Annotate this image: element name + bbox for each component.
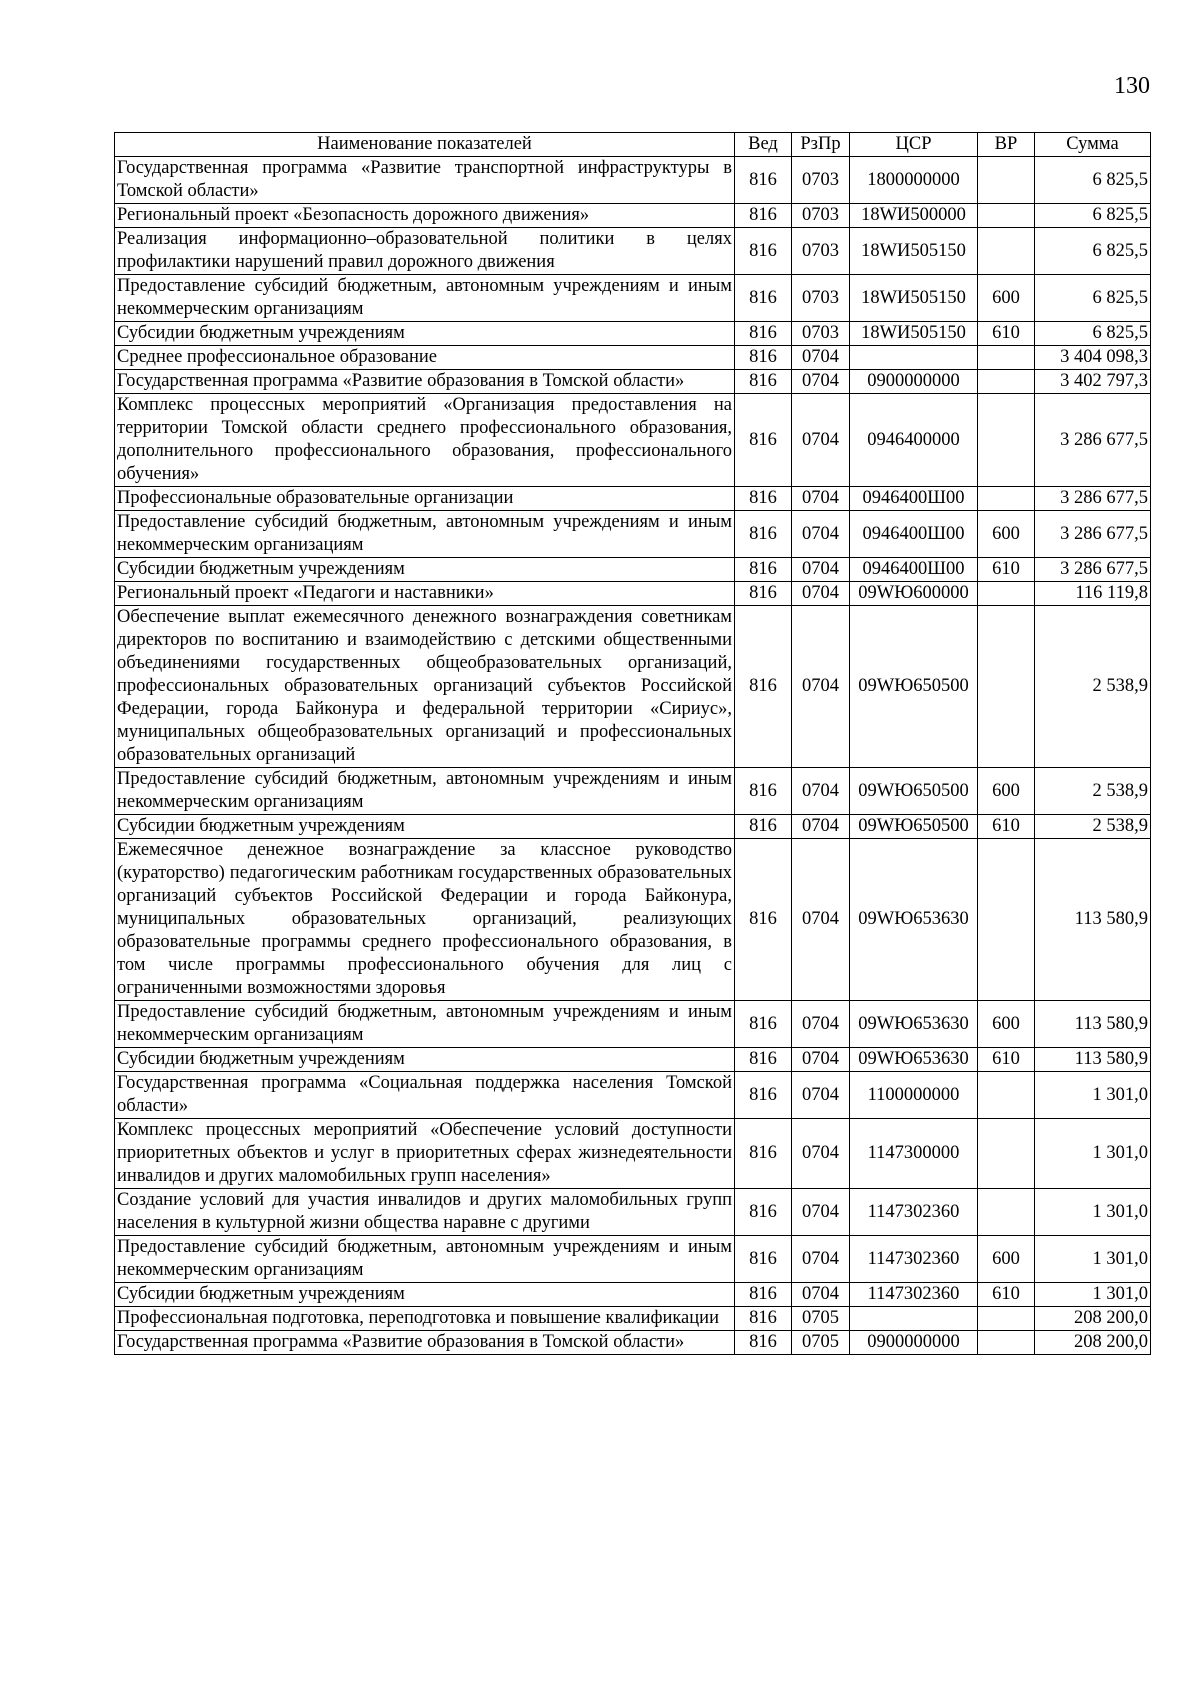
cell-sum: 1 301,0: [1035, 1189, 1151, 1236]
cell-name: Субсидии бюджетным учреждениям: [115, 1283, 735, 1307]
cell-rzpr: 0703: [792, 275, 850, 322]
cell-vr: [978, 370, 1035, 394]
cell-rzpr: 0704: [792, 511, 850, 558]
cell-name: Региональный проект «Педагоги и наставники»: [115, 582, 735, 606]
cell-vr: [978, 204, 1035, 228]
cell-name: Субсидии бюджетным учреждениям: [115, 815, 735, 839]
table-row: [115, 322, 1151, 346]
cell-rzpr: 0704: [792, 394, 850, 487]
cell-sum: 1 301,0: [1035, 1236, 1151, 1283]
table-row: [115, 1236, 1151, 1283]
header-ved: Вед: [735, 133, 792, 157]
cell-sum: 3 286 677,5: [1035, 487, 1151, 511]
cell-sum: 3 402 797,3: [1035, 370, 1151, 394]
cell-rzpr: 0704: [792, 1048, 850, 1072]
cell-sum: 1 301,0: [1035, 1119, 1151, 1189]
cell-name: Предоставление субсидий бюджетным, автономным учреждениям и иным некоммерческим организациям: [115, 1236, 735, 1283]
cell-vr: 610: [978, 558, 1035, 582]
cell-csr: 1147302360: [850, 1236, 978, 1283]
cell-name: Комплекс процессных мероприятий «Организация предоставления на территории Томской области среднего профессионального образования, дополнительного профессионального образования, профессионального обучения»: [115, 394, 735, 487]
cell-csr: 0946400Ш00: [850, 558, 978, 582]
cell-rzpr: 0704: [792, 1119, 850, 1189]
cell-vr: 600: [978, 768, 1035, 815]
cell-name: Государственная программа «Развитие образования в Томской области»: [115, 370, 735, 394]
header-sum: Сумма: [1035, 133, 1151, 157]
cell-csr: 0946400Ш00: [850, 511, 978, 558]
cell-csr: 09WЮ600000: [850, 582, 978, 606]
cell-name: Ежемесячное денежное вознаграждение за классное руководство (кураторство) педагогическим работникам государственных образовательных организаций субъектов Российской Федерации и города Байконура, муниципальных образовательных организаций, реализующих образовательные программы среднего профессионального образования, в том числе программы профессионального обучения для лиц с ограниченными возможностями здоровья: [115, 839, 735, 1001]
cell-name: Субсидии бюджетным учреждениям: [115, 1048, 735, 1072]
cell-ved: 816: [735, 157, 792, 204]
cell-csr: [850, 346, 978, 370]
cell-vr: [978, 346, 1035, 370]
cell-vr: [978, 839, 1035, 1001]
cell-name: Государственная программа «Социальная поддержка населения Томской области»: [115, 1072, 735, 1119]
table-row: [115, 815, 1151, 839]
table-row: [115, 582, 1151, 606]
cell-sum: 6 825,5: [1035, 228, 1151, 275]
header-name: Наименование показателей: [115, 133, 735, 157]
cell-name: Предоставление субсидий бюджетным, автономным учреждениям и иным некоммерческим организациям: [115, 1001, 735, 1048]
cell-csr: 1147302360: [850, 1189, 978, 1236]
cell-csr: 1147300000: [850, 1119, 978, 1189]
cell-name: Профессиональная подготовка, переподготовка и повышение квалификации: [115, 1307, 735, 1331]
table-row: [115, 1307, 1151, 1331]
cell-name: Реализация информационно–образовательной политики в целях профилактики нарушений правил дорожного движения: [115, 228, 735, 275]
cell-ved: 816: [735, 1236, 792, 1283]
cell-sum: 6 825,5: [1035, 204, 1151, 228]
cell-name: Субсидии бюджетным учреждениям: [115, 558, 735, 582]
cell-csr: 1800000000: [850, 157, 978, 204]
cell-csr: 09WЮ650500: [850, 815, 978, 839]
table-row: [115, 1001, 1151, 1048]
table-row: [115, 1072, 1151, 1119]
cell-vr: 600: [978, 511, 1035, 558]
cell-rzpr: 0704: [792, 487, 850, 511]
cell-vr: [978, 1072, 1035, 1119]
cell-rzpr: 0703: [792, 228, 850, 275]
cell-rzpr: 0704: [792, 1283, 850, 1307]
cell-rzpr: 0705: [792, 1307, 850, 1331]
cell-sum: 3 404 098,3: [1035, 346, 1151, 370]
cell-sum: 6 825,5: [1035, 275, 1151, 322]
cell-csr: 0946400000: [850, 394, 978, 487]
cell-rzpr: 0704: [792, 558, 850, 582]
table-row: [115, 1189, 1151, 1236]
cell-ved: 816: [735, 1189, 792, 1236]
cell-rzpr: 0704: [792, 1001, 850, 1048]
cell-sum: 113 580,9: [1035, 1001, 1151, 1048]
cell-rzpr: 0703: [792, 204, 850, 228]
table-row: [115, 275, 1151, 322]
cell-rzpr: 0704: [792, 1236, 850, 1283]
cell-rzpr: 0704: [792, 839, 850, 1001]
cell-ved: 816: [735, 1001, 792, 1048]
cell-csr: 0946400Ш00: [850, 487, 978, 511]
header-csr: ЦСР: [850, 133, 978, 157]
cell-csr: 0900000000: [850, 370, 978, 394]
table-row: [115, 839, 1151, 1001]
cell-csr: 09WЮ653630: [850, 1048, 978, 1072]
page-number: 130: [1114, 73, 1150, 99]
cell-rzpr: 0704: [792, 1189, 850, 1236]
cell-rzpr: 0704: [792, 815, 850, 839]
cell-name: Профессиональные образовательные организации: [115, 487, 735, 511]
cell-ved: 816: [735, 228, 792, 275]
cell-sum: 3 286 677,5: [1035, 511, 1151, 558]
cell-ved: 816: [735, 204, 792, 228]
cell-rzpr: 0704: [792, 582, 850, 606]
cell-rzpr: 0704: [792, 606, 850, 768]
cell-ved: 816: [735, 839, 792, 1001]
cell-sum: 6 825,5: [1035, 157, 1151, 204]
cell-sum: 3 286 677,5: [1035, 394, 1151, 487]
cell-ved: 816: [735, 487, 792, 511]
table-row: [115, 228, 1151, 275]
cell-ved: 816: [735, 558, 792, 582]
cell-vr: [978, 157, 1035, 204]
cell-csr: 1100000000: [850, 1072, 978, 1119]
cell-csr: [850, 1307, 978, 1331]
cell-csr: 18WИ505150: [850, 275, 978, 322]
table-row: [115, 157, 1151, 204]
cell-name: Государственная программа «Развитие образования в Томской области»: [115, 1331, 735, 1355]
cell-vr: [978, 1331, 1035, 1355]
cell-csr: 09WЮ653630: [850, 1001, 978, 1048]
cell-vr: 610: [978, 1283, 1035, 1307]
cell-ved: 816: [735, 394, 792, 487]
cell-csr: 0900000000: [850, 1331, 978, 1355]
cell-ved: 816: [735, 1119, 792, 1189]
cell-csr: 09WЮ650500: [850, 606, 978, 768]
table-header-row: [115, 133, 1151, 157]
table-row: [115, 1048, 1151, 1072]
cell-csr: 18WИ505150: [850, 228, 978, 275]
cell-sum: 3 286 677,5: [1035, 558, 1151, 582]
cell-name: Предоставление субсидий бюджетным, автономным учреждениям и иным некоммерческим организациям: [115, 511, 735, 558]
cell-ved: 816: [735, 275, 792, 322]
cell-sum: 113 580,9: [1035, 839, 1151, 1001]
cell-sum: 208 200,0: [1035, 1307, 1151, 1331]
cell-vr: [978, 582, 1035, 606]
table-row: [115, 606, 1151, 768]
cell-rzpr: 0704: [792, 1072, 850, 1119]
cell-ved: 816: [735, 1307, 792, 1331]
cell-sum: 2 538,9: [1035, 768, 1151, 815]
cell-ved: 816: [735, 346, 792, 370]
cell-csr: 18WИ505150: [850, 322, 978, 346]
cell-vr: 610: [978, 1048, 1035, 1072]
cell-sum: 1 301,0: [1035, 1072, 1151, 1119]
cell-ved: 816: [735, 1072, 792, 1119]
cell-rzpr: 0703: [792, 322, 850, 346]
cell-sum: 116 119,8: [1035, 582, 1151, 606]
cell-vr: [978, 394, 1035, 487]
table-row: [115, 1331, 1151, 1355]
cell-csr: 18WИ500000: [850, 204, 978, 228]
cell-vr: [978, 606, 1035, 768]
table-row: [115, 487, 1151, 511]
cell-ved: 816: [735, 1283, 792, 1307]
cell-rzpr: 0704: [792, 370, 850, 394]
cell-name: Региональный проект «Безопасность дорожного движения»: [115, 204, 735, 228]
cell-rzpr: 0704: [792, 346, 850, 370]
cell-ved: 816: [735, 1331, 792, 1355]
cell-name: Предоставление субсидий бюджетным, автономным учреждениям и иным некоммерческим организациям: [115, 275, 735, 322]
cell-vr: [978, 1189, 1035, 1236]
cell-name: Предоставление субсидий бюджетным, автономным учреждениям и иным некоммерческим организациям: [115, 768, 735, 815]
cell-vr: 610: [978, 322, 1035, 346]
cell-ved: 816: [735, 815, 792, 839]
cell-name: Обеспечение выплат ежемесячного денежного вознаграждения советникам директоров по воспитанию и взаимодействию с детскими общественными объединениями государственных общеобразовательных организаций, профессиональных образовательных организаций субъектов Российской Федерации, города Байконура и федеральной территории «Сириус», муниципальных общеобразовательных организаций и профессиональных образовательных организаций: [115, 606, 735, 768]
budget-table: [114, 132, 1151, 1355]
table-row: [115, 204, 1151, 228]
cell-vr: 600: [978, 1001, 1035, 1048]
cell-vr: [978, 487, 1035, 511]
table-row: [115, 768, 1151, 815]
cell-csr: 09WЮ653630: [850, 839, 978, 1001]
table-row: [115, 394, 1151, 487]
cell-name: Субсидии бюджетным учреждениям: [115, 322, 735, 346]
table-row: [115, 346, 1151, 370]
cell-sum: 113 580,9: [1035, 1048, 1151, 1072]
cell-ved: 816: [735, 582, 792, 606]
table-row: [115, 558, 1151, 582]
cell-ved: 816: [735, 511, 792, 558]
cell-sum: 2 538,9: [1035, 815, 1151, 839]
cell-vr: [978, 1307, 1035, 1331]
table-body: [115, 157, 1151, 1355]
header-rzpr: РзПр: [792, 133, 850, 157]
cell-sum: 208 200,0: [1035, 1331, 1151, 1355]
cell-name: Комплекс процессных мероприятий «Обеспечение условий доступности приоритетных объектов и услуг в приоритетных сферах жизнедеятельности инвалидов и других маломобильных групп населения»: [115, 1119, 735, 1189]
cell-vr: 610: [978, 815, 1035, 839]
cell-ved: 816: [735, 322, 792, 346]
cell-vr: 600: [978, 275, 1035, 322]
cell-rzpr: 0704: [792, 768, 850, 815]
cell-ved: 816: [735, 768, 792, 815]
cell-rzpr: 0703: [792, 157, 850, 204]
cell-csr: 09WЮ650500: [850, 768, 978, 815]
cell-vr: [978, 1119, 1035, 1189]
cell-vr: [978, 228, 1035, 275]
table-row: [115, 511, 1151, 558]
table-row: [115, 370, 1151, 394]
cell-sum: 6 825,5: [1035, 322, 1151, 346]
table-row: [115, 1283, 1151, 1307]
cell-ved: 816: [735, 1048, 792, 1072]
cell-name: Создание условий для участия инвалидов и других маломобильных групп населения в культурной жизни общества наравне с другими: [115, 1189, 735, 1236]
cell-vr: 600: [978, 1236, 1035, 1283]
cell-name: Среднее профессиональное образование: [115, 346, 735, 370]
cell-ved: 816: [735, 606, 792, 768]
cell-ved: 816: [735, 370, 792, 394]
header-vr: ВР: [978, 133, 1035, 157]
cell-name: Государственная программа «Развитие транспортной инфраструктуры в Томской области»: [115, 157, 735, 204]
table-row: [115, 1119, 1151, 1189]
cell-rzpr: 0705: [792, 1331, 850, 1355]
cell-sum: 2 538,9: [1035, 606, 1151, 768]
cell-sum: 1 301,0: [1035, 1283, 1151, 1307]
cell-csr: 1147302360: [850, 1283, 978, 1307]
